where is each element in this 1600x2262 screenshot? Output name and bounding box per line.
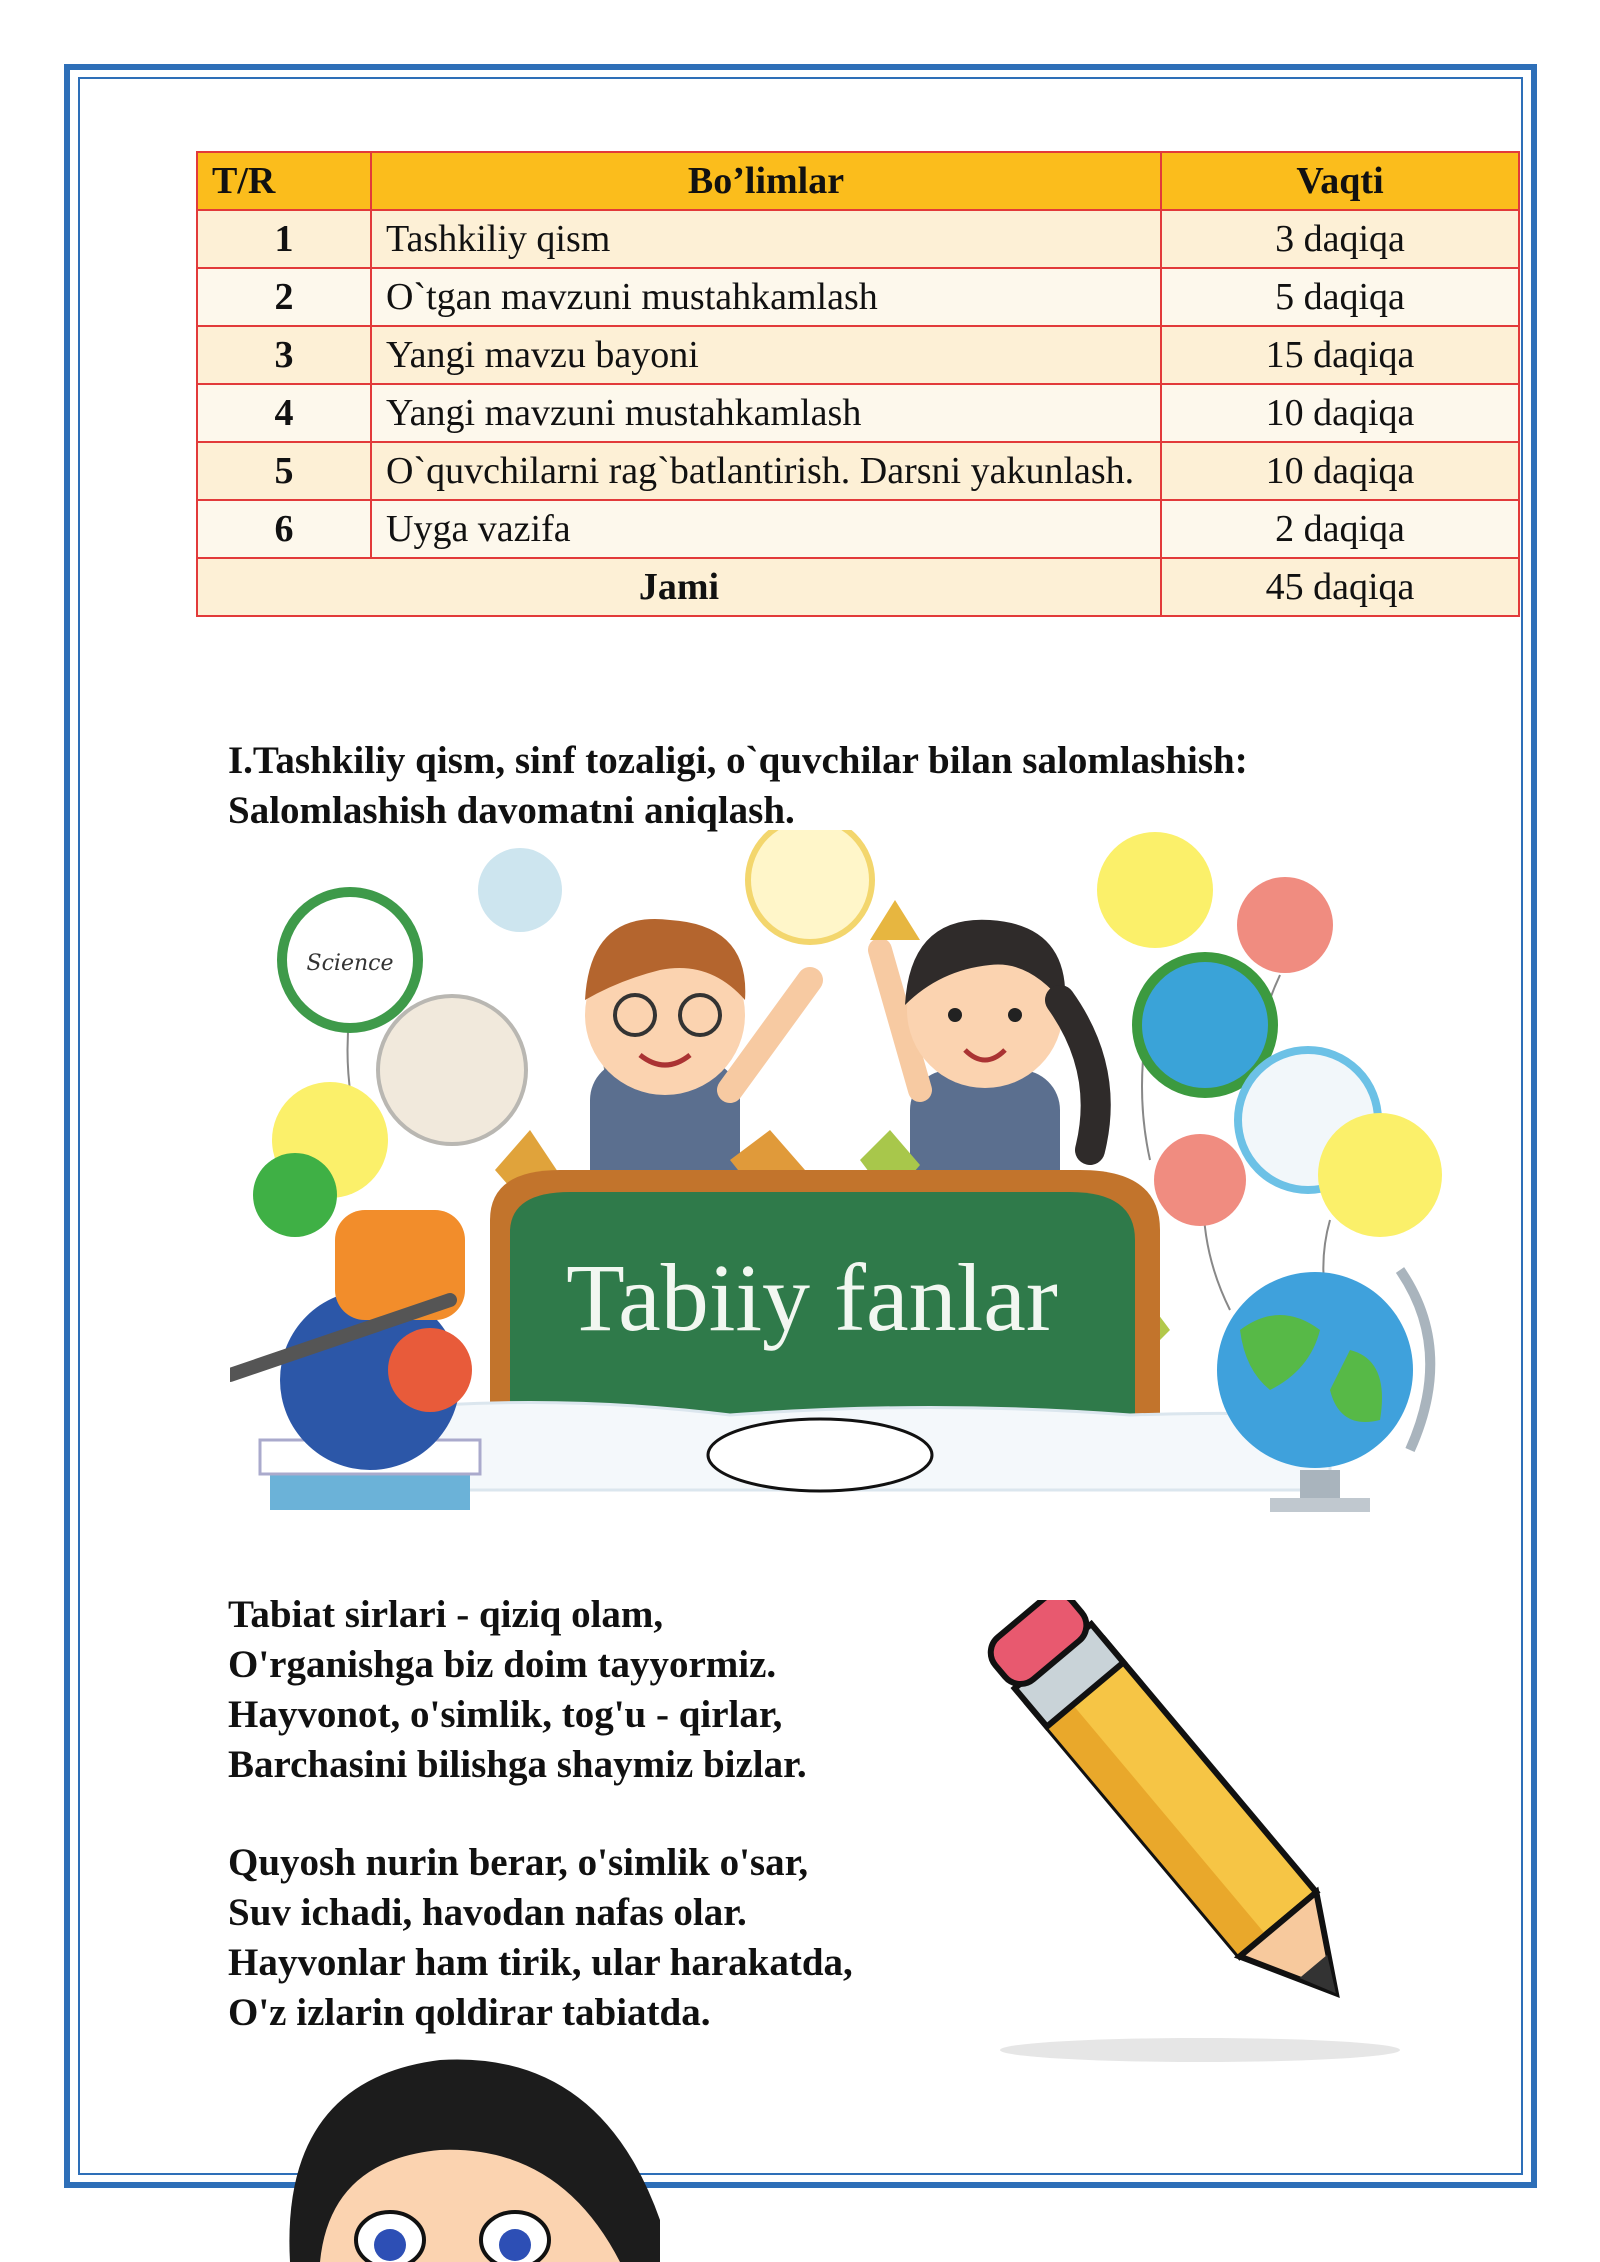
row-time: 3 daqiqa [1161,210,1519,268]
poem-line: Tabiat sirlari - qiziq olam, [228,1593,664,1636]
row-number: 1 [197,210,371,268]
green-balloon [253,1153,337,1237]
table-row [197,500,1519,558]
yellow-balloon [1097,832,1213,948]
books-and-telescope [230,1210,480,1510]
poem-stanza-2 [228,1838,853,2038]
row-section: O`quvchilarni rag`batlantirish. Darsni yakunlash. [371,442,1161,500]
total-label: Jami [197,558,1161,616]
science-balloon-text: Science [306,951,394,976]
total-time: 45 daqiqa [1161,558,1519,616]
row-number: 2 [197,268,371,326]
row-section: Tashkiliy qism [371,210,1161,268]
row-section: Uyga vazifa [371,500,1161,558]
poem-line: Barchasini bilishga shaymiz bizlar. [228,1743,807,1786]
poem-stanza-1 [228,1590,807,1790]
table-row [197,268,1519,326]
row-number: 3 [197,326,371,384]
row-number: 6 [197,500,371,558]
heading-line-2: Salomlashish davomatni aniqlash. [228,789,795,832]
lightbulb-balloon [748,830,872,942]
poem-line: Hayvonot, o'simlik, tog'u - qirlar, [228,1693,783,1736]
natural-sciences-illustration [230,830,1490,1560]
poem-line: O'z izlarin qoldirar tabiatda. [228,1991,711,2034]
board-title: Tabiiy fanlar [566,1244,1058,1351]
row-section: O`tgan mavzuni mustahkamlash [371,268,1161,326]
lesson-plan-table [196,151,1520,617]
header-tr: T/R [197,152,371,210]
chalkboard [490,1170,1160,1415]
gears-balloon [478,848,562,932]
bell-icon [870,900,920,940]
table-row [197,326,1519,384]
row-section: Yangi mavzuni mustahkamlash [371,384,1161,442]
pink-balloon-small [1154,1134,1246,1226]
pink-balloon [1237,877,1333,973]
row-time: 2 daqiqa [1161,500,1519,558]
table-header-row [197,152,1519,210]
heading-line-1: I.Tashkiliy qism, sinf tozaligi, o`quvchilar bilan salomlashish: [228,739,1248,782]
row-number: 4 [197,384,371,442]
yellow-balloon-right [1318,1113,1442,1237]
poem-line: Hayvonlar ham tirik, ular harakatda, [228,1941,853,1984]
boy-head-illustration [240,2040,680,2262]
poem-line: Quyosh nurin berar, o'simlik o'sar, [228,1841,809,1884]
row-time: 10 daqiqa [1161,442,1519,500]
poem-line: O'rganishga biz doim tayyormiz. [228,1643,777,1686]
chemistry-balloon [378,996,526,1144]
table-row [197,384,1519,442]
table-total-row [197,558,1519,616]
row-number: 5 [197,442,371,500]
section-heading [228,736,1468,836]
pencil-icon [960,1600,1420,2070]
empty-oval [708,1419,932,1491]
row-time: 10 daqiqa [1161,384,1519,442]
header-sections: Bo’limlar [371,152,1161,210]
table-row [197,210,1519,268]
row-time: 5 daqiqa [1161,268,1519,326]
row-section: Yangi mavzu bayoni [371,326,1161,384]
poem-line: Suv ichadi, havodan nafas olar. [228,1891,747,1934]
table-row [197,442,1519,500]
row-time: 15 daqiqa [1161,326,1519,384]
header-time: Vaqti [1161,152,1519,210]
